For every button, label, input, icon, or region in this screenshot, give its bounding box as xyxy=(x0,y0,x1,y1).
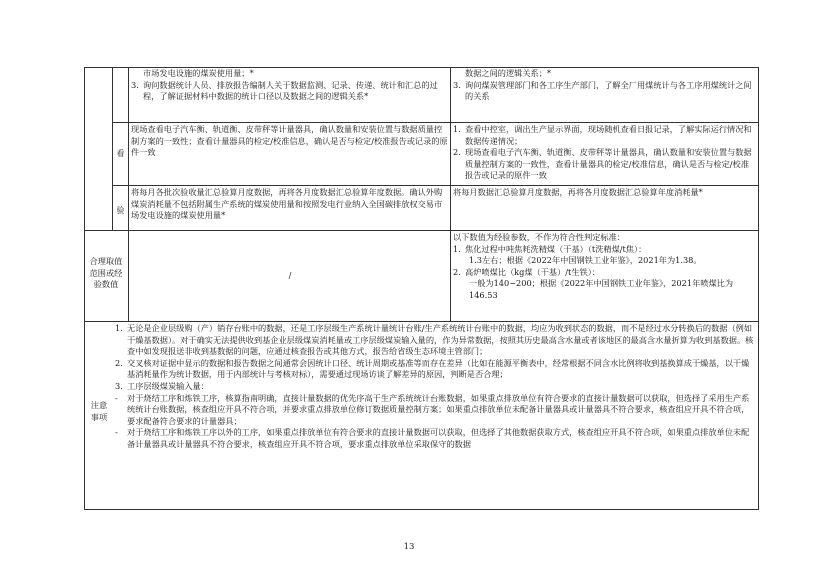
range-item-2 xyxy=(453,267,756,279)
check-right-cell xyxy=(453,68,756,122)
item-number: 3. xyxy=(131,79,139,90)
col-divider xyxy=(128,230,129,322)
table-right-border xyxy=(758,67,759,510)
col-divider xyxy=(450,67,451,322)
row-divider xyxy=(112,185,759,186)
notes-item-dash-1 xyxy=(115,393,756,428)
check-right-lead: 数据之间的逻辑关系；* xyxy=(465,68,551,78)
notes-item-2 xyxy=(115,358,756,381)
item-text: 查看中控室，调出生产显示界面，现场随机查看日报记录，了解实际运行情况和数据传递情况； xyxy=(465,124,752,146)
range-left-slash: / xyxy=(288,270,292,280)
row-divider xyxy=(112,122,759,123)
verify-label: 验 xyxy=(116,205,125,215)
item-text: 对于烧结工序和炼铁工序以外的工序，如果重点排放单位有符合要求的直接计量数据可以获取，但选择了其他数据获取方式，核查组应开具不符合项，如果重点排放单位未配备计量器具或计量器具不符合要求，核查组应开具不符合项，要求重点排放单位采取保守的数据 xyxy=(127,427,750,449)
item-number: 2. xyxy=(115,357,123,368)
range-right-cell xyxy=(453,232,756,321)
row-divider xyxy=(84,321,759,322)
item-number: 1. xyxy=(453,243,461,254)
look-right-item-2 xyxy=(453,147,756,182)
check-right-item-3 xyxy=(453,80,756,103)
notes-item-1 xyxy=(115,323,756,358)
item-text: 询问数据统计人员、排放报告编制人关于数据监测、记录、传递、统计和汇总的过程，了解证据材料中数据的统计口径以及数据之间的逻辑关系* xyxy=(143,79,438,102)
item-number: 1. xyxy=(115,323,123,333)
item-text: 无论是企业层级购（产）销存台账中的数据，还是工序层级生产系统计量统计台账/生产系统统计台账中的数据，均应为收到状态的数据，而不是经过水分转换后的数据（例如干燥基数据）。对于确实无法提供收到基企业层级煤炭消耗量或工序层级煤炭输入量的，作为异常数据，按照其历史最高含水量或者该地区的最高含水量折算为收到基数据。核查中如发现报送非收到基数据的问题，应通过核查报告或其他方式，报告给省级生态环境主管部门； xyxy=(127,323,754,357)
item-text: 询问煤炭管理部门和各工序生产部门，了解全厂用煤统计与各工序用煤统计之间的关系 xyxy=(465,79,752,102)
verify-left-cell: 将每月各批次验收量汇总验算月度数据，再将各月度数据汇总验算年度数据。确认外购煤炭消耗量不包括附属生产系统的煤炭使用量和按照发电行业纳入全国碳排放权交易市场发电设施的煤炭使用量* xyxy=(131,187,443,221)
look-right-item-1 xyxy=(453,124,756,147)
table-bottom-border xyxy=(84,509,759,510)
range-item-1 xyxy=(453,244,756,256)
item-text: 对于烧结工序和炼铁工序，核算指南明确，直接计量数据的优先序高于生产系统统计台账数据，如果重点排放单位有符合要求的直接计量数据可以获取，但选择了采用生产系统统计台账数据，核查组应开具不符合项，并要求重点排放单位修订数据质量控制方案；如果重点排放单位未配备计量器具或计量器具不符合要求，核查组应开具不符合项，要求配备符合要求的计量器具； xyxy=(127,392,750,426)
item-number: 2. xyxy=(453,266,461,277)
item-number: 2. xyxy=(453,147,461,158)
item-number: 3. xyxy=(453,79,461,90)
check-left-cell xyxy=(131,68,448,122)
look-left-cell: 现场查看电子汽车衡、轨道衡、皮带秤等计量器具，确认数量和安装位置与数据质量控制方案的一致性；查看计量器具的检定/校准信息，确认是否与检定/校准报告或记录的原件一致 xyxy=(131,124,448,158)
check-left-item-3 xyxy=(131,80,448,103)
range-item-2-detail: 一般为140~200；根据《2022年中国钢铁工业年鉴》，2021年喷煤比为146.53 xyxy=(469,278,734,300)
range-item-1-detail: 1.3左右；根据《2022年中国钢铁工业年鉴》，2021年为1.38。 xyxy=(469,255,702,266)
look-right-cell xyxy=(453,124,756,184)
page-number: 13 xyxy=(403,542,415,552)
item-text: 现场查看电子汽车衡、轨道衡、皮带秤等计量器具，确认数量和安装位置与数据质量控制方案的一致性，查看计量器具的检定/校准信息，确认是否与检定/校准报告或记录的原件一致 xyxy=(465,147,752,181)
item-number: 3. xyxy=(115,380,123,391)
check-left-lead: 市场发电设施的煤炭使用量；* xyxy=(143,68,254,78)
col-divider xyxy=(128,67,129,231)
verify-right-cell: 将每月数据汇总验算月度数据，再将各月度数据汇总验算年度消耗量* xyxy=(453,187,703,197)
notes-item-dash-2 xyxy=(115,427,756,450)
row-divider xyxy=(84,230,759,231)
item-text: 焦化过程中吨焦耗洗精煤（干基）（t洗精煤/t焦）： xyxy=(465,243,647,254)
notes-cell xyxy=(115,323,756,509)
range-intro: 以下数值为经验参数，不作为符合性判定标准： xyxy=(453,232,625,242)
notes-item-3 xyxy=(115,381,756,393)
range-label: 合理取值范围或经验数值 xyxy=(89,256,123,290)
item-text: 工序层级煤炭输入量： xyxy=(127,380,209,391)
notes-label: 注意事项 xyxy=(90,400,108,422)
item-text: 交叉核对证据中显示的数据和报告数据之间通常会因统计口径、统计周期或基准等而存在差异（比如在能源平衡表中，经常根据不同含水比例将收到基换算成干燥基，以干燥基消耗量作为统计数据，用于内部统计与考核对标），需要通过现场访谈了解差异的原因，判断是否合理； xyxy=(127,357,750,380)
item-number: - xyxy=(115,392,118,403)
table-left-border xyxy=(84,67,85,510)
look-label: 看 xyxy=(116,148,125,158)
item-number: 1. xyxy=(453,124,461,134)
item-text: 高炉喷煤比（kg煤（干基）/t生铁）： xyxy=(465,266,600,277)
item-number: - xyxy=(115,427,118,438)
